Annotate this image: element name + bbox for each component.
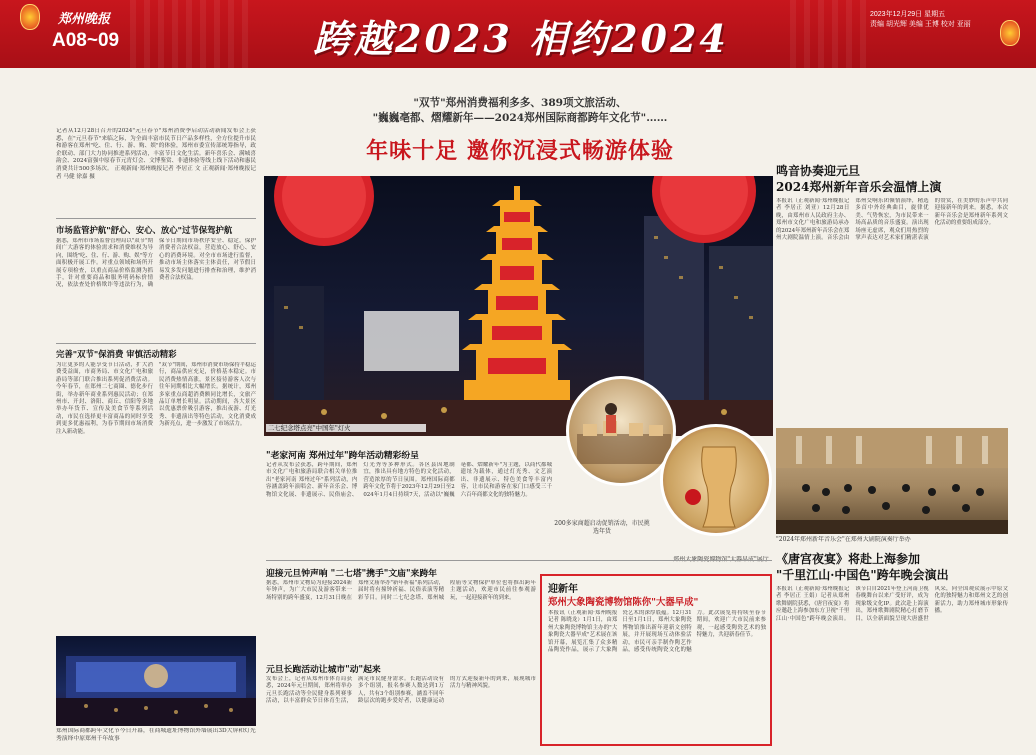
supermarket-photo	[566, 376, 676, 486]
section-heading: "老家河南 郑州过年"跨年活动精彩纷呈	[266, 451, 419, 461]
article-text: 记者从发布会获悉，跨年期间，郑州市文化广电和旅游局联合相关单位推出"老家河南 郑州过年"系列活动，内容涵盖跨年演唱会、新年音乐会、博物馆文化展、非遗展示、民俗庙会、灯光秀等多种形式。各区县因地制宜，推出具有地方特色的文化活动，营造浓厚的节日氛围。郑州国际商都跨年文化节将于2023年12月29日至2024年1月4日持续7天，活动以"巍巍亳都、熠耀新年"为主题，以商代都城遗址为载体，通过灯光秀、文艺演出、非遗展示、特色美食等丰富内容，让市民和游客在家门口感受三千六百年商都文化的独特魅力。	[266, 462, 552, 498]
article-text: 本报讯（正观新闻·郑州晚报记者 李居正 刘亚）12月28日晚，由郑州市人民政府主办、郑州市文化广电和旅游局承办的2024年郑州新年音乐会在郑州大剧院温情上演。音乐会由郑州交响乐团倾情演绎，精选多首中外经典曲目，旋律优美、气势恢宏，为市民带来一场高品质的音乐盛宴。演出现场座无虚席，观众们用热烈的掌声表达对艺术家们精湛表演的赞赏，在美妙的乐声中共同迎接新年的到来。据悉，本次新年音乐会是郑州新年系列文化活动的重要组成部分。	[776, 198, 1008, 242]
box-headline: 郑州大象陶瓷博物馆陈你"大器早成"	[548, 597, 699, 608]
article-text: 据悉，郑州市市场监督管理局以"双节"期间广大游客的体验需求和消费维权为导向，围绕"吃、住、行、游、购、娱"等方面积极开展工作。对重点领域和场所开展专项检查，以重点商品价格监测为抓手，针对重要商品和服务明码标价情况，依法查处价格欺诈等违法行为，确保节日期间市场秩序安全、稳定，保护消费者合法权益，营造放心、舒心、安心的消费环境。对全市市场进行监督，推动市场主体落实主体责任，对节假日易发多发问题进行排查和治理，维护消费者合法权益。	[56, 238, 256, 289]
ceramic-museum-photo	[660, 424, 772, 536]
article-text: 为让更多的人能享受节日活动，扩大消费受益面，市商务局、市文化广电和旅游局等部门联合推出系列促消费活动。今年春节，在郑州二七商圈、德化步行街，举办新年商业系列惠民活动；在郑州市、开封、洛阳、商丘、信阳等多地举办年货节、宣传及美食节等系列活动，市民在选择更丰富商品的同时享受到更多优惠福利，为春节期间市场消费注入新动能。	[56, 362, 153, 435]
photo-caption: 200多家商超启动促销活动，市民挑选年货	[554, 520, 650, 535]
festival-photo	[56, 636, 256, 726]
box-kicker: 迎新年	[548, 584, 578, 595]
section-heading: 元旦长跑活动让城市"动"起来	[266, 665, 381, 675]
dateline: 2023年12月29日 星期五 责编 胡光辉 美编 王博 校对 亚丽	[870, 11, 971, 28]
lead-paragraph: 记者从12月28日召开的2024"元旦春节"郑州消费季启动活动新闻发布会上获悉，在"元旦春节"来临之际，为全面丰富市民节日产品多样性，全方位提升市民和游客在郑州"吃、住、行、游、购、娱"的体验，郑州市委宣传部统筹指导，政企联动、部门大力协同推进系列活动，丰富节日文化生活。新年喜乐会、满城喜韵会、2024富强中原春节元宵灯会、文博鉴赏、非遗体验等线上线下活动和惠民消费共计500多场次。 正观新闻·郑州晚报记者 李居正 文 正观新闻·郑州晚报记者 马健 徐嘉 摄	[56, 128, 256, 180]
section-heading: 市场监管护航"舒心、安心、放心"过节保驾护航	[56, 225, 233, 235]
banner-title: 跨越2023 相约2024	[313, 16, 729, 61]
pagoda-photo	[264, 176, 773, 436]
section-heading: 2024郑州新年音乐会温情上演	[776, 180, 942, 194]
festival-stage-illustration	[56, 636, 256, 726]
divider	[266, 560, 772, 561]
kicker-line-2: "巍巍亳都、熠耀新年——2024郑州国际商都跨年文化节"……	[372, 112, 668, 124]
section-heading: 迎接元旦钟声响 "二七塔"携手"文庙"来跨年	[266, 569, 437, 579]
article-text: 发布会上，记者从郑州市体育局获悉，2024年元旦期间，郑州将举办元旦长跑活动等全民健身系列赛事活动，以丰富群众节日体育生活，满足市民健身需求。长跑活动设有多个组别，报名参赛人数达到1万人，共有3个组别参赛，涵盖不同年龄层次的跑步爱好者，以健康运动的方式迎接新年的到来，展现城市活力与精神风貌。	[266, 676, 536, 705]
orchestra-illustration	[776, 428, 1008, 534]
article-text: 据悉，郑州市文物局为迎接2024新年钟声，为广大市民及游客带来一场特别的跨年盛宴，12月31日晚在郑州文庙举办"新年祈福"系列活动，届时将有撞钟祈福、民俗表演等精彩节目。同时二七纪念塔、郑州城隍庙等文物保护单位也将推出跨年主题活动，欢迎市民前往参观游玩，一起迎接新年的到来。	[266, 580, 536, 601]
main-headline: 年味十足 邀你沉浸式畅游体验	[366, 138, 674, 164]
section-heading: 完善"双节"保消费 审慎活动精彩	[56, 349, 177, 359]
lantern-icon	[20, 4, 40, 30]
divider	[56, 218, 256, 219]
kicker	[270, 96, 770, 126]
concert-photo	[776, 428, 1008, 534]
divider	[56, 343, 256, 344]
section-heading: 《唐宫夜宴》将赴上海参加	[776, 552, 921, 566]
photo-caption: "2024年郑州新年音乐会"在郑州大剧院演奏厅举办	[776, 536, 911, 543]
article-text: 本报讯（正观新闻·郑州晚报记者 李居正 王娟）记者从郑州歌舞剧院获悉，《唐宫夜宴》将应邀赴上海参加东方卫视"千里江山·中国色"跨年晚会演出。该节目自2021年登上河南卫视春晚舞台以来广受好评，成为现象级文化IP。此次赴上海演出，郑州歌舞剧院精心打磨节目，以全新面貌呈现大唐盛世风采，向全国观众展示中原文化的独特魅力和郑州文艺的创新活力，助力郑州城市形象传播。	[776, 586, 1008, 622]
newspaper-brand: 郑州晚报	[58, 12, 111, 27]
article-text: "双节"期间，郑州市消费市场保持平稳运行，商品供应充足，价格基本稳定。市民消费热情高涨，景区接待游客人次与往年同期相比大幅增长。据统计，郑州多家重点商超消费额同比增长，文旅产品订单增长明显。活动期间，各大景区以优惠票价吸引游客，推出夜游、灯光秀、非遗演出等特色活动，文化消费成为新亮点，进一步激发了市场活力。	[159, 362, 256, 428]
article-text: 本报讯（正观新闻·郑州晚报记者 陈晓龙）1月1日，由郑州大象陶瓷博物馆主办的"大象陶瓷大器早成"艺术展在该馆开幕，展览汇集了众多精品陶瓷作品，展示了大象陶瓷艺术的深厚底蕴。12月31日至1月1日，郑州大象陶瓷博物馆推出新年迎新文创特展，并开展现场互动体验活动，市民可亲手制作陶艺作品，感受传统陶瓷文化的魅力。此次展览将持续至春节期间，欢迎广大市民前来参观，一起感受陶瓷艺术的独特魅力，共迎新春佳节。	[548, 610, 766, 654]
section-heading: 鸣音协奏迎元旦	[776, 164, 861, 178]
photo-caption: 郑州国际商都跨年文化节今日开幕，在商城遗址博物馆外墙展出3D大屏和灯光秀演绎中原郑州千年故事	[56, 728, 256, 742]
ceramic-vase-illustration	[663, 427, 772, 536]
kicker-line-1: "双节"郑州消费福利多多、389项文旅活动、	[413, 97, 627, 109]
section-heading: "千里江山·中国色"跨年晚会演出	[776, 568, 949, 582]
photo-caption: 二七纪念塔点亮"中国年"灯火	[266, 424, 426, 432]
erqi-tower-illustration	[264, 176, 773, 436]
page-number: A08~09	[52, 30, 120, 51]
